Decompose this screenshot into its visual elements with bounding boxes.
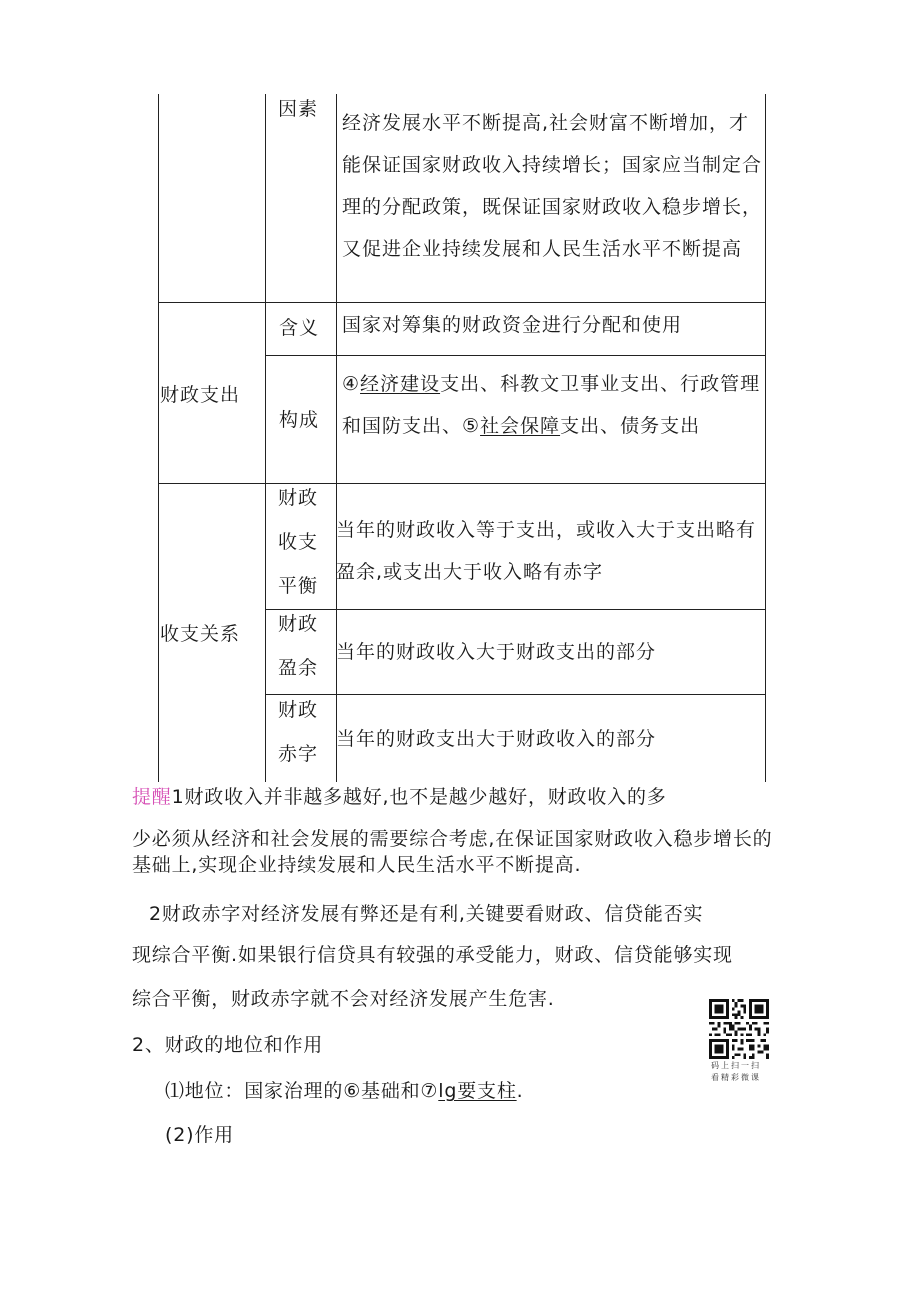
table-row-divider (265, 694, 766, 695)
balance-category: 收支关系 (160, 623, 241, 645)
composition-line-2-rest: 支出、债务支出 (560, 415, 701, 437)
position-line (165, 1082, 523, 1101)
reminder-p2-line-3: 综合平衡，财政赤字就不会对经济发展产生危害. (132, 988, 555, 1010)
reminder-p2-line-2: 现综合平衡.如果银行信贷具有较强的承受能力，财政、信贷能够实现 (132, 944, 733, 966)
factors-line-3: 理的分配政策，既保证国家财政收入稳步增长， (342, 196, 763, 218)
qr-caption-line-1: 码上扫一扫 (711, 1061, 761, 1070)
answer-economic-construction: 经济建设 (360, 373, 441, 395)
deficit-text: 当年的财政支出大于财政收入的部分 (336, 728, 657, 750)
table-border-right (765, 94, 766, 782)
expenditure-composition-label: 构成 (279, 409, 320, 431)
table-row-divider (158, 302, 766, 303)
expenditure-composition-line-2 (342, 417, 700, 436)
expenditure-meaning-label: 含义 (279, 317, 320, 339)
balanced-label-3: 平衡 (278, 575, 319, 597)
reminder-line-1 (132, 788, 667, 807)
factors-line-4: 又促进企业持续发展和人民生活水平不断提高 (342, 238, 743, 260)
surplus-text: 当年的财政收入大于财政支出的部分 (336, 641, 657, 663)
position-pre: ⑴地位：国家治理的⑥基础和⑦ (165, 1080, 439, 1102)
role-line: (2)作用 (165, 1124, 234, 1146)
reminder-p1-line-3: 基础上,实现企业持续发展和人民生活水平不断提高. (132, 854, 582, 876)
factors-label: 因素 (278, 98, 319, 120)
expenditure-category: 财政支出 (160, 384, 241, 406)
expenditure-composition-line-1 (342, 375, 760, 394)
surplus-label-2: 盈余 (278, 657, 319, 679)
table-border-left (158, 94, 159, 782)
table-col-divider-2 (336, 94, 337, 782)
table-row-divider (158, 483, 766, 484)
answer-social-security: 社会保障 (480, 415, 561, 437)
composition-line-2-pre: 和国防支出、⑤ (342, 415, 481, 437)
reminder-p1-line-1: 1财政收入并非越多越好,也不是越少越好，财政收入的多 (171, 786, 667, 808)
table-col-divider-1 (265, 94, 266, 782)
reminder-tag: 提醒 (132, 786, 172, 808)
reminder-p2-line-1: 2财政赤字对经济发展有弊还是有利,关键要看财政、信贷能否实 (149, 903, 704, 925)
expenditure-meaning-text: 国家对筹集的财政资金进行分配和使用 (342, 314, 683, 336)
table-row-divider (265, 609, 766, 610)
balanced-line-2: 盈余,或支出大于收入略有赤字 (336, 561, 604, 583)
balanced-label-2: 收支 (278, 531, 319, 553)
composition-line-1-rest: 支出、科教文卫事业支出、行政管理 (440, 373, 761, 395)
section-heading: 2、财政的地位和作用 (132, 1034, 324, 1056)
factors-line-1: 经济发展水平不断提高,社会财富不断增加，才 (342, 112, 750, 134)
finance-table (158, 94, 766, 782)
deficit-label-2: 赤字 (278, 743, 319, 765)
position-post: . (516, 1080, 524, 1102)
qr-caption-line-2: 看精彩微课 (711, 1073, 761, 1082)
factors-line-2: 能保证国家财政收入持续增长；国家应当制定合 (342, 154, 763, 176)
balanced-line-1: 当年的财政收入等于支出，或收入大于支出略有 (336, 519, 757, 541)
deficit-label-1: 财政 (278, 699, 319, 721)
table-row-divider (265, 355, 766, 356)
blank-number-4: ④ (342, 373, 361, 395)
reminder-p1-line-2: 少必须从经济和社会发展的需要综合考虑,在保证国家财政收入稳步增长的 (132, 828, 773, 850)
balanced-label-1: 财政 (278, 487, 319, 509)
answer-important-pillar: lg要支柱 (438, 1080, 517, 1102)
surplus-label-1: 财政 (278, 613, 319, 635)
qr-code-image[interactable] (709, 999, 769, 1059)
